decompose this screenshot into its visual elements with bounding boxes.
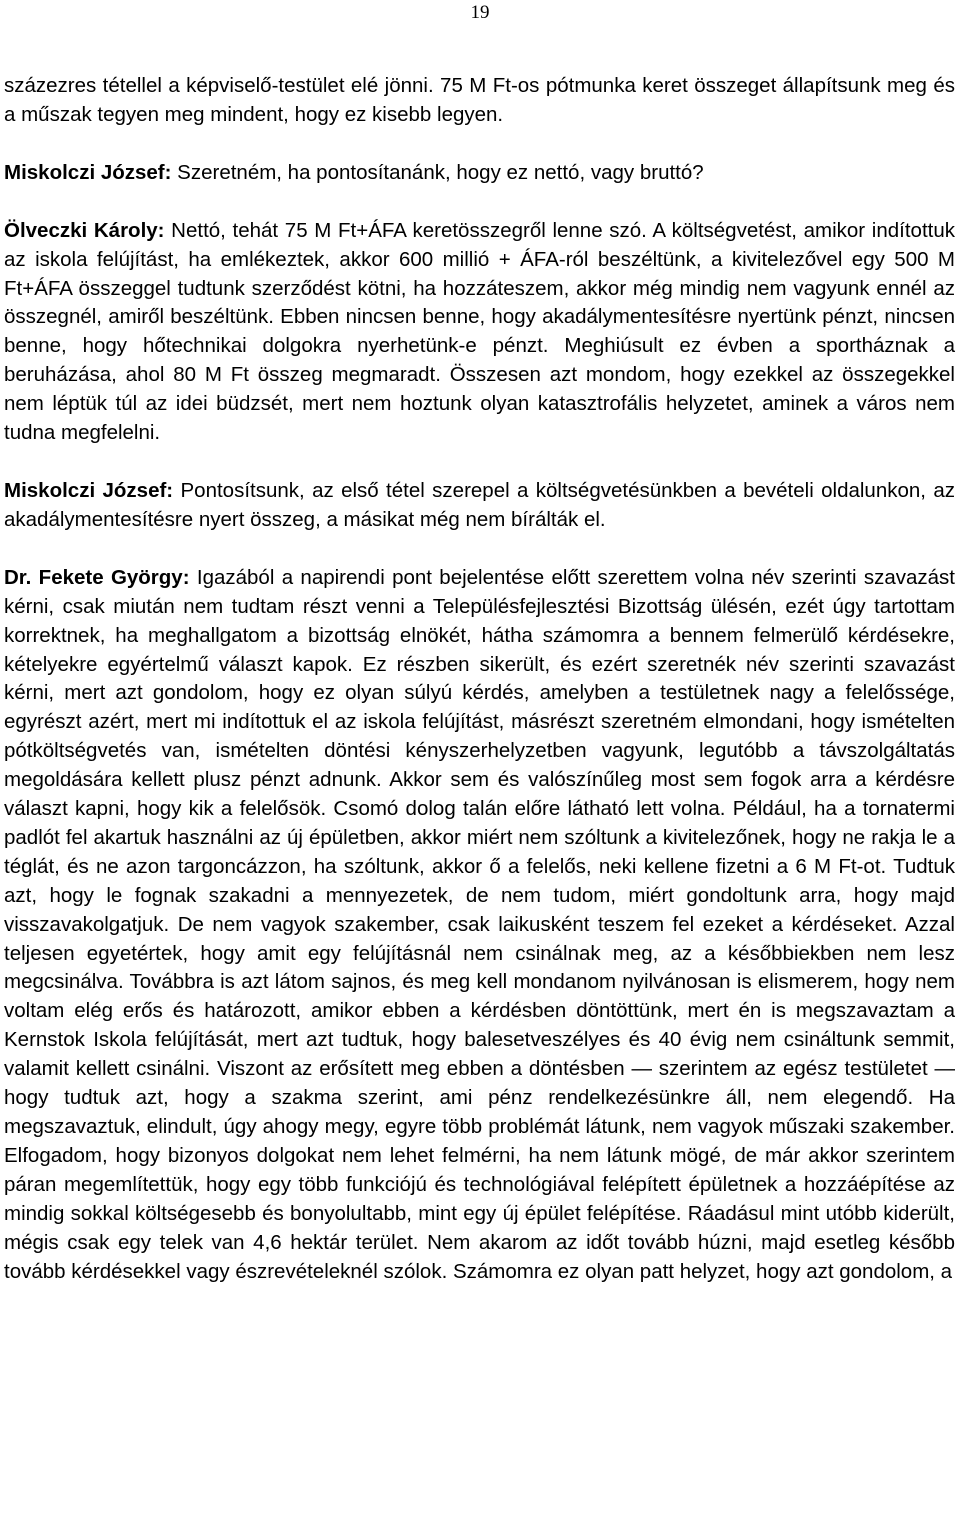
- paragraph-continuation: [4, 72, 955, 130]
- paragraph-text: Nettó, tehát 75 M Ft+ÁFA keretösszegről lenne szó. A költségvetést, amikor indítottuk az iskola felújítást, ha emlékeztek, akkor 600 millió + ÁFA-ról beszéltünk, a kivitelezővel egy 500 M Ft+ÁFA összeggel tudtunk szerződést kötni, ha hozzáteszem, akkor még mindig nem vagyunk ennél az összegnél, amiről beszéltünk. Ebben nincsen benne, hogy akadálymentesítésre nyertünk pénzt, nincsen benne, hogy hőtechnikai dolgokra nyerhetünk-e pénzt. Meghiúsult ez évben a sportháznak a beruházása, ahol 80 M Ft összeg megmaradt. Összesen azt mondom, hogy ezekkel az összegekkel nem léptük túl az idei büdzsét, mert nem hoztunk olyan katasztrofális helyzetet, aminek a város nem tudna megfelelni.: [4, 218, 955, 445]
- paragraph-miskolczi-1: [4, 159, 955, 188]
- paragraph-fekete: [4, 564, 955, 1287]
- document-body: [4, 72, 955, 1286]
- paragraph-miskolczi-2: [4, 477, 955, 535]
- speaker-name: Miskolczi József:: [4, 478, 174, 502]
- speaker-name: Miskolczi József:: [4, 160, 172, 184]
- speaker-name: Ölveczki Károly:: [4, 218, 165, 242]
- paragraph-text: Pontosítsunk, az első tétel szerepel a költségvetésünkben a bevételi oldalunkon, az akadálymentesítésre nyert összeg, a másikat még nem bírálták el.: [4, 478, 955, 531]
- paragraph-olveczki: [4, 217, 955, 448]
- paragraph-text: százezres tétellel a képviselő-testület elé jönni. 75 M Ft-os pótmunka keret összeget állapítsunk meg és a műszak tegyen meg mindent, hogy ez kisebb legyen.: [4, 74, 955, 126]
- paragraph-text: Igazából a napirendi pont bejelentése előtt szerettem volna név szerinti szavazást kérni, csak miután nem tudtam részt venni a Településfejlesztési Bizottság ülésén, ezét úgy tartottam korrektnek, ha meghallgatom a bizottság elnökét, hátha számomra a bennem felmerülő kérdésekre, kételyekre egyértelmű választ kapok. Ez részben sikerült, és ezért szeretnék név szerinti szavazást kérni, mert azt gondolom, hogy ez olyan súlyú kérdés, amelyben a testületnek nagy a felelőssége, egyrészt azért, mert mi indítottuk el az iskola felújítást, másrészt szeretném elmondani, hogy ismételten pótköltségvetés van, ismételten döntési kényszerhelyzetben vagyunk, legutóbb a távszolgáltatás megoldására kellett plusz pénzt adnunk. Akkor sem és valószínűleg most sem fogok arra a kérdésre választ kapni, hogy kik a felelősök. Csomó dolog talán előre látható lett volna. Például, ha a tornatermi padlót fel akartuk használni az új épületben, akkor miért nem szóltunk a kivitelezőnek, hogy ne rakja le a téglát, és ne azon targoncázzon, ha szóltunk, akkor ő a felelős, neki kellene fizetni a 6 M Ft-ot. Tudtuk azt, hogy le fognak szakadni a mennyezetek, de nem tudom, miért gondoltunk arra, hogy majd visszavakolgatjuk. De nem vagyok szakember, csak laikusként teszem fel ezeket a kérdéseket. Azzal teljesen egyetértek, hogy amit egy felújításnál nem csinálnak meg, az a későbbiekben nem lesz megcsinálva. Továbbra is azt látom sajnos, és meg kell mondanom nyilvánosan is elismerem, hogy nem voltam elég erős és határozott, amikor ebben a kérdésben döntöttünk, mert én is megszavaztam a Kernstok Iskola felújítását, mert azt tudtuk, hogy balesetveszélyes és 40 évig nem csináltunk semmit, valamit kellett csinálni. Viszont az erősített meg ebben a döntésben — szerintem az egész testületet — hogy tudtuk azt, hogy a szakma szerint, ami pénz rendelkezésünkre áll, nem elegendő. Ha megszavaztuk, elindult, úgy ahogy megy, egyre több problémát látunk, nem vagyok műszaki szakember. Elfogadom, hogy bizonyos dolgokat nem lehet felmérni, ha nem látunk mögé, de már akkor szerintem páran megemlítettük, hogy egy több funkciójú és technológiával felépített épületnek a hozzáépítése az mindig sokkal költségesebb és bonyolultabb, mint egy új épület felépítése. Ráadásul mint utóbb kiderült, mégis csak egy telek van 4,6 hektár terület. Nem akarom az időt tovább húzni, majd esetleg később tovább kérdésekkel vagy észrevételeknél szólok. Számomra ez olyan patt helyzet, hogy azt gondolom, a: [4, 565, 955, 1283]
- page-number: 19: [470, 2, 490, 23]
- paragraph-text: Szeretném, ha pontosítanánk, hogy ez nettó, vagy bruttó?: [171, 160, 704, 184]
- speaker-name: Dr. Fekete György:: [4, 565, 190, 589]
